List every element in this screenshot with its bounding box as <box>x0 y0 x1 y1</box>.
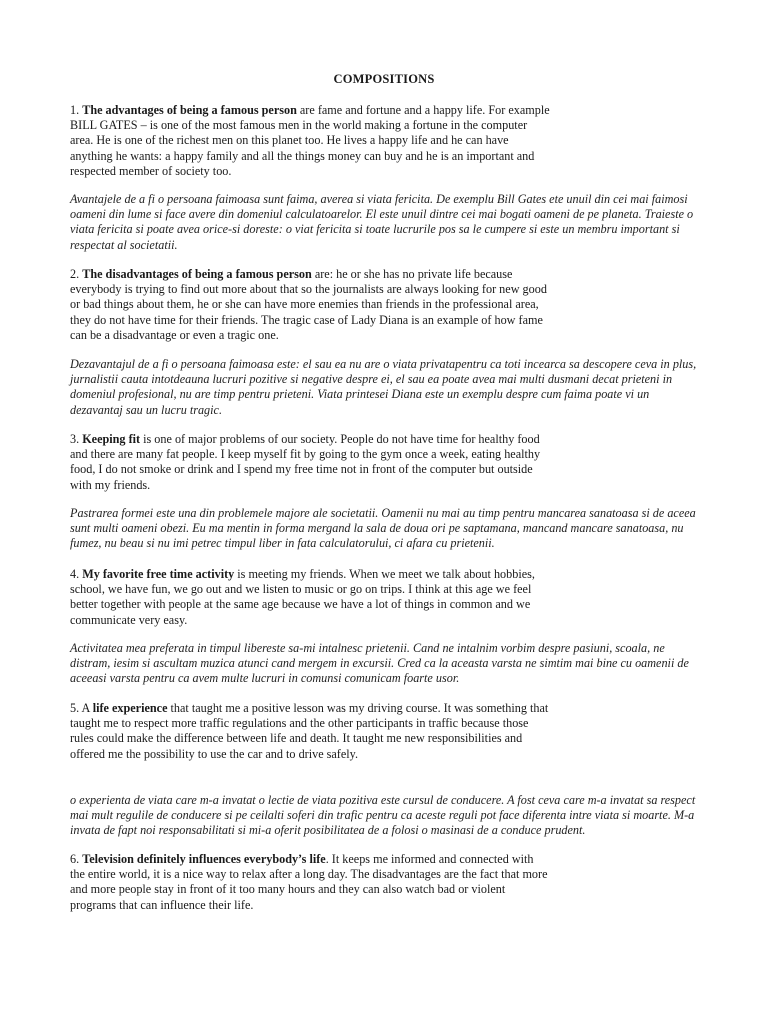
section-3-romanian: Pastrarea formei este una din problemele majore ale societatii. Oamenii nu mai au timp pentru mancarea sanatoasa si de aceea sunt multi oameni obezi. Eu ma mentin in forma mergand la sala de doua ori pe saptamana, mancand mancare sanatoasa, nu fumez, nu beau si nu imi petrec timpul liber in fata calculatorului, ci afara cu prietenii. <box>70 506 696 551</box>
section-number: 3. <box>70 432 83 446</box>
section-text: are: he or she has no private life because everybody is trying to find out more about that so the journalists are always looking for new good or bad things about them, he or she can have more enemies than friends in the professional area, they do not have time for their friends. The tragic case of Lady Diana is an example of how fame can be a disadvantage or even a tragic one. <box>70 267 547 342</box>
section-heading: Television definitely influences everybody’s life <box>82 852 326 866</box>
section-4-english <box>70 567 550 628</box>
section-3-english <box>70 432 550 493</box>
section-heading: The advantages of being a famous person <box>82 103 297 117</box>
section-4-romanian: Activitatea mea preferata in timpul libereste sa-mi intalnesc prietenii. Cand ne intalnim vorbim despre pasiuni, scoala, ne distram, iesim si ascultam muzica atunci cand mergem in excursii. Cred ca la aceasta varsta ne simtim mai bine cu oamenii de aceeasi varsta pentru ca avem multe lucruri in comunsi comunicam foarte usor. <box>70 641 689 686</box>
section-number: 2. <box>70 267 83 281</box>
section-text: that taught me a positive lesson was my driving course. It was something that taught me to respect more traffic regulations and the other participants in traffic because those rules could make the difference between life and death. It taught me new responsibilities and offered me the possibility to use the car and to drive safely. <box>70 701 549 761</box>
section-5-romanian: o experienta de viata care m-a invatat o lectie de viata pozitiva este cursul de conducere. A fost ceva care m-a invatat sa respect mai mult regulile de conducere si pe ceilalti soferi din trafic pentru ca aceste reguli pot face diferenta intre viata si moarte. M-a invata de fapt noi responsabilitati si mi-a oferit posibilitatea de a folosi o masinasi de a conduce prudent. <box>70 793 696 838</box>
section-heading: Keeping fit <box>82 432 141 446</box>
section-text: are fame and fortune and a happy life. For example BILL GATES – is one of the most famous men in the world making a fortune in the computer area. He is one of the richest men on this planet too. He lives a happy life and he can have anything he wants: a happy family and all the things money can buy and he is an important and respected member of society too. <box>70 103 550 178</box>
section-number: 1. <box>70 103 83 117</box>
section-6-english <box>70 852 550 913</box>
section-heading: life experience <box>92 701 168 715</box>
section-heading: My favorite free time activity <box>82 567 235 581</box>
section-text: is meeting my friends. When we meet we talk about hobbies, school, we have fun, we go out and we listen to music or go on trips. I think at this age we feel better together with people at the same age because we have a lot of things in common and we communicate very easy. <box>70 567 535 627</box>
section-5-english <box>70 701 550 762</box>
section-number: 6. <box>70 852 83 866</box>
document-title: COMPOSITIONS <box>333 72 435 86</box>
section-2-romanian: Dezavantajul de a fi o persoana faimoasa este: el sau ea nu are o viata privatapentru ca toti incearca sa descopere ceva in plus, jurnalistii cauta intotdeauna lucruri pozitive si negative despre ei, el sau ea poate avea mai multi dusmani decat prieteni in domeniul profesional, nu are timp pentru prieteni. Viata printesei Diana este un exemplu despre cum faima poate vi un dezavantaj sau un lucru tragic. <box>70 357 697 417</box>
section-2-english <box>70 267 550 343</box>
section-text: is one of major problems of our society. People do not have time for healthy food and there are many fat people. I keep myself fit by going to the gym once a week, eating healthy food, I do not smoke or drink and I spend my free time not in front of the computer but outside with my friends. <box>70 432 541 492</box>
section-text: . It keeps me informed and connected with the entire world, it is a nice way to relax after a long day. The disadvantages are the fact that more and more people stay in front of it too many hours and they can also watch bad or violent programs that can influence their life. <box>70 852 548 912</box>
section-heading: The disadvantages of being a famous person <box>82 267 312 281</box>
section-1-romanian: Avantajele de a fi o persoana faimoasa sunt faima, averea si viata fericita. De exemplu Bill Gates ete unuil din cei mai faimosi oameni din lume si face avere din domeniul calculatoarelor. El este unuil dintre cei mai bogati oameni de pe planeta. Traieste o viata fericita si poate avea orice-si doreste: o viat fericita si toate lucrurile pos sa le cumpere si este un membru important si respectat al societatii. <box>70 192 694 252</box>
section-number: 5. A <box>70 701 93 715</box>
section-1-english <box>70 103 550 179</box>
section-number: 4. <box>70 567 83 581</box>
